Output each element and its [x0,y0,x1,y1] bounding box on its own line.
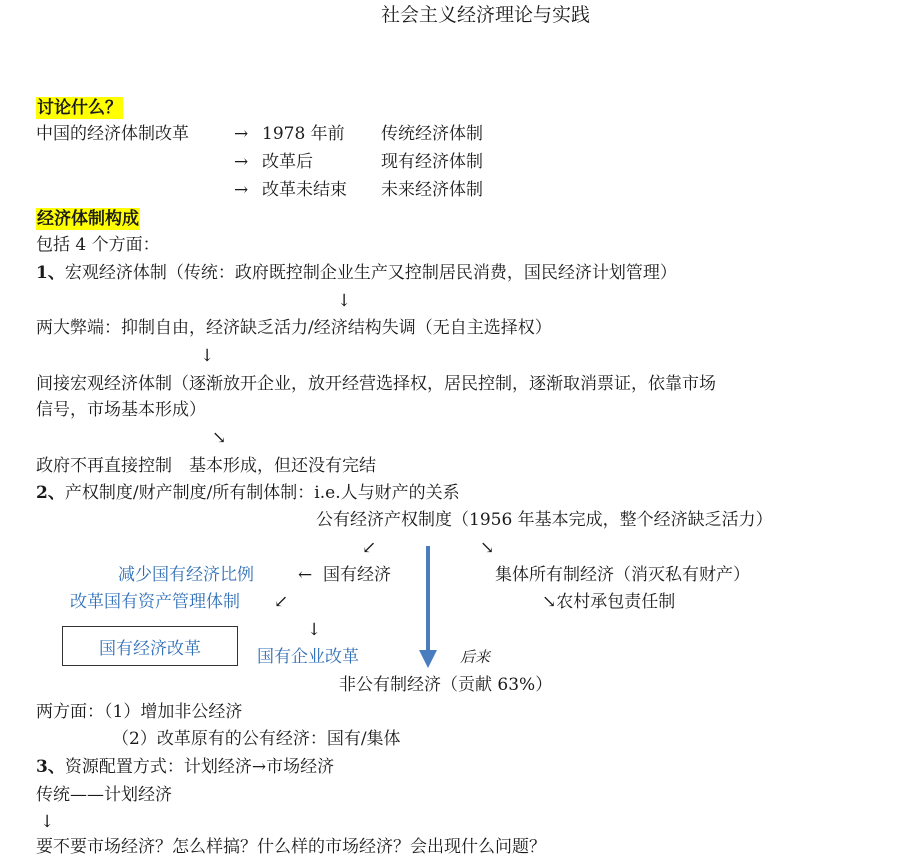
soe-reform: 国有企业改革 [257,647,359,667]
public-property-system: 公有经济产权制度（1956 年基本完成，整个经济缺乏活力） [316,510,773,530]
left-arrow: ← [298,565,313,585]
system-traditional: 传统经济体制 [381,124,483,144]
indirect-macro-line1: 间接宏观经济体制（逐渐放开企业，放开经营选择权，居民控制，逐渐取消票证，依靠市场 [36,374,716,394]
down-arrow-1: ↓ [337,291,352,311]
down-arrow-2: ↓ [200,346,215,366]
system-current: 现有经济体制 [381,152,483,172]
down-arrow-3: ↓ [307,620,322,640]
page-title: 社会主义经济理论与实践 [381,4,591,26]
phase-unfinished: 改革未结束 [262,180,347,200]
branch-left-arrow: ↙ [362,538,377,558]
phase-after-reform: 改革后 [262,152,313,172]
aspect-2: （2）改革原有的公有经济：国有/集体 [112,729,401,749]
market-question: 要不要市场经济？怎么样搞？什么样的市场经济？会出现什么问题？ [36,837,546,857]
item-1-text: 宏观经济体制（传统：政府既控制企业生产又控制居民消费，国民经济计划管理） [64,263,677,283]
government-text: 政府不再直接控制 基本形成，但还没有完结 [36,456,376,476]
item-2-number: 2、 [36,483,65,503]
rural-contract-system: ↘农村承包责任制 [542,592,676,612]
non-public-economy: 非公有制经济（贡献 63%） [339,675,553,695]
item-1-number: 1、 [36,263,65,283]
down-arrow-4: ↓ [40,812,55,832]
state-economy: 国有经济 [323,565,391,585]
branch-right-arrow: ↘ [480,538,495,558]
diagonal-arrow: ↘ [212,428,227,448]
item-3-number: 3、 [36,757,65,777]
phase-1978: 1978 年前 [262,124,345,144]
collective-economy: 集体所有制经济（消灭私有财产） [495,565,750,585]
right-arrow-2: → [234,152,249,172]
later-label: 后来 [460,648,491,666]
two-aspects: 两方面：（1）增加非公经济 [36,702,243,722]
intro-text: 包括 4 个方面： [36,235,160,255]
reform-asset-management: 改革国有资产管理体制 [70,592,240,612]
right-arrow-3: → [234,180,249,200]
item-2-text: 产权制度/财产制度/所有制体制：i.e.人与财产的关系 [64,483,460,503]
tradition-planned: 传统——计划经济 [36,785,172,805]
reform-mgmt-arrow: ↙ [274,592,289,612]
reduce-state-share: 减少国有经济比例 [118,565,254,585]
system-future: 未来经济体制 [381,180,483,200]
drawbacks-text: 两大弊端：抑制自由，经济缺乏活力/经济结构失调（无自主选择权） [36,318,552,338]
section-heading-discussion: 讨论什么？ [37,98,122,118]
state-reform-box-label: 国有经济改革 [99,638,201,659]
indirect-macro-line2: 信号，市场基本形成） [36,400,206,420]
reform-label: 中国的经济体制改革 [36,124,189,144]
right-arrow-1: → [234,124,249,144]
section-heading-composition: 经济体制构成 [37,209,139,229]
item-3-text: 资源配置方式：计划经济→市场经济 [64,757,335,777]
